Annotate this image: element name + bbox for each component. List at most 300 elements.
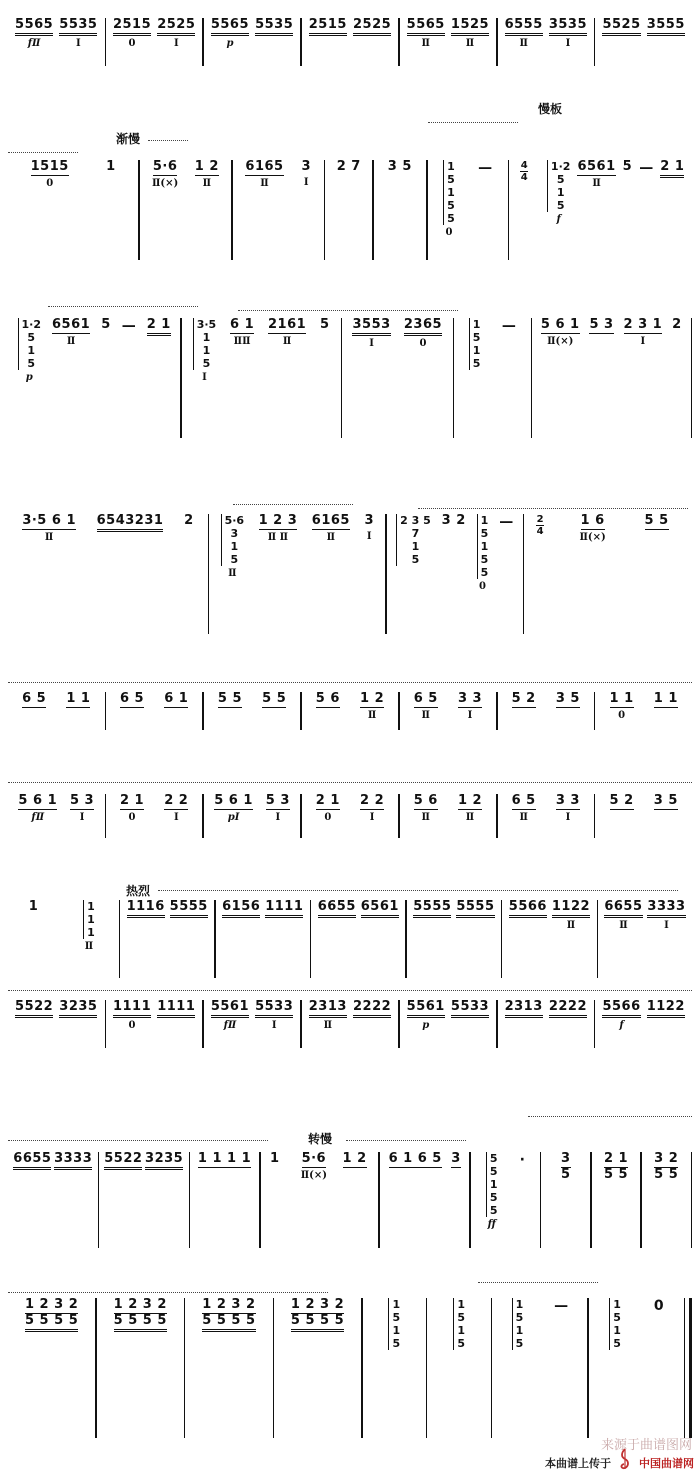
note-group xyxy=(623,160,633,175)
chord-stack xyxy=(193,318,217,370)
notes-text: 5 2 xyxy=(609,793,634,808)
note-pair xyxy=(25,1298,78,1332)
notes-text: 3 5 xyxy=(653,793,678,808)
time-signature xyxy=(520,160,528,183)
fingering-mark: Ⅱ xyxy=(282,336,292,347)
note-group xyxy=(113,1000,151,1032)
chord-note: 5 xyxy=(515,1337,524,1350)
note-group xyxy=(414,794,438,824)
meter-top: 2 xyxy=(536,514,544,525)
chord-note: 1 xyxy=(613,1298,621,1311)
notes-text: 5525 xyxy=(602,18,640,36)
note-group xyxy=(407,18,445,50)
pair-top: 1 2 3 2 xyxy=(24,1297,79,1312)
pair-bottom: 5 5 xyxy=(603,1167,629,1182)
row-6-dotline xyxy=(8,782,692,783)
notes-text: 5 xyxy=(622,159,633,174)
notes-text: 2515 xyxy=(309,18,347,36)
fingering-mark: Ⅱ xyxy=(619,920,628,931)
note-group xyxy=(458,794,482,824)
chord-note: 1 xyxy=(230,540,239,553)
note-group xyxy=(343,1152,367,1168)
tempo-extension-3 xyxy=(346,1140,466,1141)
note-group xyxy=(458,692,482,722)
note-group xyxy=(456,900,494,918)
notes-text: 3 xyxy=(451,1151,461,1166)
row-5-measures xyxy=(8,692,692,730)
chord-group xyxy=(512,1298,524,1350)
measure xyxy=(8,794,105,824)
notes-text: 6 5 xyxy=(413,691,438,706)
notes-text: 3 3 xyxy=(457,691,483,706)
chord-note: 5 xyxy=(489,1191,498,1204)
measure xyxy=(261,1152,289,1167)
pair-top: 3 xyxy=(561,1151,571,1166)
note-group xyxy=(318,900,356,918)
fingering-mark: Ⅱ xyxy=(202,178,212,189)
measure xyxy=(509,160,539,183)
barline xyxy=(372,160,373,260)
notes-text: 5 6 xyxy=(315,691,340,706)
score-row-9 xyxy=(8,1100,692,1250)
note-group xyxy=(106,160,116,175)
chord-note: 1 xyxy=(515,1298,524,1311)
notes-text: 5 6 1 xyxy=(540,317,580,332)
notes-text: 5522 xyxy=(15,1000,53,1018)
note-group xyxy=(552,900,590,932)
pair-bottom: 5 5 5 5 xyxy=(291,1314,344,1332)
note-group xyxy=(602,18,640,36)
note-group xyxy=(157,18,195,50)
notes-text: 5 6 1 xyxy=(214,793,253,808)
note-group xyxy=(647,1000,685,1018)
fingering-mark: p xyxy=(226,38,234,49)
fingering-mark: 0 xyxy=(128,38,136,49)
note-group xyxy=(145,1152,183,1170)
measure xyxy=(106,18,203,50)
measure xyxy=(400,1000,497,1032)
fingering-mark: Ⅱ xyxy=(421,812,430,823)
measure xyxy=(8,18,105,50)
chord-stack xyxy=(512,1298,524,1350)
notes-text: 6 1 xyxy=(230,317,255,332)
fingering-mark: Ⅱ(×) xyxy=(547,336,574,347)
note-group xyxy=(97,514,164,532)
measure xyxy=(498,18,595,50)
pair-bottom: 5 5 5 5 xyxy=(202,1314,255,1332)
row-1-measures xyxy=(8,18,692,66)
notes-text: 5 xyxy=(101,317,111,332)
chord-group xyxy=(477,514,489,593)
notes-text: 5 2 xyxy=(511,691,536,706)
fingering-mark: Ⅱ xyxy=(566,920,576,931)
chord-note: 5 xyxy=(202,357,211,370)
note-group xyxy=(259,514,298,544)
row-3-measures xyxy=(8,318,692,438)
chord-note: 5 xyxy=(489,1152,498,1165)
chord-stack xyxy=(18,318,42,370)
sustain-dash: — xyxy=(501,318,516,334)
notes-text: 6561 xyxy=(577,159,616,174)
chord-note: 7 xyxy=(411,527,420,540)
notes-text: 3553 xyxy=(352,318,390,336)
score-row-1 xyxy=(8,14,692,70)
note-group xyxy=(211,18,249,50)
measure xyxy=(302,1000,399,1032)
note-group xyxy=(54,1152,92,1170)
note-group xyxy=(579,514,605,544)
note-group xyxy=(59,18,97,50)
measure xyxy=(204,18,301,50)
notes-text: 2 2 xyxy=(360,793,385,808)
note-group xyxy=(512,692,536,708)
chord-stack xyxy=(547,160,571,212)
note-group xyxy=(29,900,39,915)
notes-text: 3 3 xyxy=(555,793,580,808)
notes-text: 6561 xyxy=(52,317,91,332)
note-group xyxy=(52,318,90,348)
sustain-dash: — xyxy=(554,1298,569,1314)
notes-text: 5 3 xyxy=(265,793,290,808)
notes-text: 1 1 xyxy=(66,691,91,706)
row-8-measures xyxy=(8,1000,692,1048)
notes-text: 2525 xyxy=(353,18,391,36)
chord-note: 2 3 5 xyxy=(400,514,431,527)
measure xyxy=(106,1000,203,1032)
notes-text: 5 3 xyxy=(589,317,614,332)
barline xyxy=(324,160,325,260)
row-6-measures xyxy=(8,794,692,838)
fingering-mark: Ⅰ xyxy=(467,710,473,721)
chord-note: 5 xyxy=(447,199,455,212)
chord-note: 1 xyxy=(411,540,420,553)
note-group xyxy=(18,794,57,824)
notes-text: 5533 xyxy=(451,1000,489,1018)
notes-text: 1 2 xyxy=(194,159,219,174)
fingering-mark: Ⅱ(×) xyxy=(579,532,606,543)
notes-text: 1111 xyxy=(265,900,303,918)
note-group xyxy=(352,318,390,350)
measure xyxy=(427,1298,490,1350)
notes-text: 6 5 xyxy=(22,691,47,706)
notes-text: 3·5 6 1 xyxy=(22,513,76,528)
note-group xyxy=(15,18,53,50)
row-9-measures xyxy=(8,1152,692,1248)
note-group xyxy=(654,794,678,810)
note-group xyxy=(66,692,90,708)
measure xyxy=(302,692,399,722)
note-group xyxy=(268,318,306,348)
chord-stack xyxy=(396,514,431,566)
fingering-mark: Ⅰ xyxy=(565,812,571,823)
tempo-turn-slow: 转慢 xyxy=(308,1132,333,1146)
fingering-mark: Ⅰ xyxy=(76,38,81,49)
chord-note: 1 xyxy=(472,318,481,331)
measure xyxy=(598,900,692,932)
notes-text: 6655 xyxy=(13,1152,51,1170)
fingering-mark: Ⅰ xyxy=(173,38,179,49)
time-signature xyxy=(536,514,544,537)
measure xyxy=(556,514,692,544)
chord-note: 1 xyxy=(392,1324,401,1337)
notes-text: 3235 xyxy=(145,1152,183,1170)
measure xyxy=(106,692,203,708)
measure xyxy=(8,1000,105,1018)
notes-text: 5 6 1 xyxy=(18,793,58,808)
tempo-gradually-slow: 渐慢 xyxy=(116,132,141,146)
fingering-mark: Ⅰ xyxy=(79,812,85,823)
notes-text: 5 3 xyxy=(69,793,95,808)
note-group xyxy=(624,318,663,348)
notes-text: 5561 xyxy=(407,1000,445,1018)
chord-note: 1·2 xyxy=(550,160,571,173)
notes-text: 6 1 6 5 xyxy=(388,1151,442,1166)
tempo-extension-2 xyxy=(428,122,518,123)
measure xyxy=(539,160,692,226)
fingering-mark: Ⅱ xyxy=(421,710,430,721)
note-group xyxy=(320,318,330,333)
chord-note: 5 xyxy=(489,1165,498,1178)
measure xyxy=(387,514,523,593)
note-group xyxy=(147,318,171,336)
notes-text: 3 5 xyxy=(555,691,580,706)
chord-note: 1 xyxy=(202,344,211,357)
notes-text: 3535 xyxy=(549,18,587,36)
note-group xyxy=(610,794,634,810)
notes-text: 5555 xyxy=(170,900,208,918)
measure xyxy=(400,692,497,722)
note-group xyxy=(127,900,165,918)
chord-note: 5 xyxy=(556,173,565,186)
note-group xyxy=(451,1152,461,1168)
notes-text: 6165 xyxy=(311,513,350,528)
measure xyxy=(532,318,691,348)
fingering-mark: Ⅱ xyxy=(323,1020,333,1031)
chord-group xyxy=(486,1152,498,1231)
row-4-dotline-2 xyxy=(418,508,688,509)
note-group xyxy=(353,1000,391,1018)
note-group xyxy=(218,692,242,708)
measure xyxy=(204,794,301,824)
chord-note: 1 xyxy=(457,1298,465,1311)
chord-group xyxy=(193,318,217,384)
sustain-dash: — xyxy=(478,160,493,176)
chord-note: 1 xyxy=(447,160,455,173)
chord-note: 5 xyxy=(480,527,489,540)
note-group xyxy=(301,160,311,189)
measure xyxy=(8,1152,98,1170)
notes-text: 1122 xyxy=(552,900,590,918)
barline xyxy=(691,1152,692,1248)
note-group xyxy=(413,900,451,918)
rest-note: 0 xyxy=(653,1298,664,1314)
note-group xyxy=(301,1152,327,1182)
note-group xyxy=(556,794,580,824)
row-5-dotline xyxy=(8,682,692,683)
pair-bottom: 5 5 5 5 xyxy=(25,1314,78,1332)
note-group xyxy=(113,18,151,50)
notes-text: 1 2 3 xyxy=(258,513,298,528)
notes-text: 3333 xyxy=(647,900,685,918)
notes-text: 3 5 xyxy=(387,159,412,174)
measure xyxy=(363,1298,426,1350)
measure xyxy=(498,1000,595,1018)
note-group xyxy=(505,18,543,50)
fingering-mark: ff xyxy=(487,1219,496,1230)
note-group xyxy=(222,900,260,918)
row-3-dotline-1 xyxy=(48,306,198,307)
notes-text: 2313 xyxy=(505,1000,543,1018)
chord-note: 5 xyxy=(392,1311,401,1324)
chord-group xyxy=(388,1298,400,1350)
measure xyxy=(595,794,692,810)
note-group xyxy=(230,318,254,348)
measure xyxy=(274,1298,361,1332)
chord-group xyxy=(18,318,42,384)
note-group xyxy=(645,514,669,530)
note-group xyxy=(361,900,399,918)
row-9-dotline-2 xyxy=(528,1116,692,1117)
chord-note: 1 xyxy=(87,913,95,926)
notes-text: 6 5 xyxy=(119,691,145,706)
chord-group xyxy=(83,900,95,953)
notes-text: 2515 xyxy=(113,18,151,36)
notes-text: 6655 xyxy=(318,900,356,918)
notes-text: 1 xyxy=(269,1151,280,1166)
chord-stack xyxy=(388,1298,400,1350)
row-4-dotline-1 xyxy=(233,504,353,505)
note-group xyxy=(255,18,293,36)
chord-note: 5 xyxy=(489,1204,498,1217)
chord-group xyxy=(547,160,571,226)
chord-note: 5 xyxy=(472,357,481,370)
row-2-dotline xyxy=(8,152,78,153)
fingering-mark: Ⅰ xyxy=(275,812,281,823)
chord-note: 5 xyxy=(480,553,489,566)
note-group xyxy=(184,514,194,529)
chord-note: 5 xyxy=(515,1311,524,1324)
fingering-mark: Ⅱ(×) xyxy=(300,1170,327,1181)
note-group xyxy=(22,692,46,708)
notes-text: 2365 xyxy=(404,318,442,336)
measure xyxy=(374,160,426,175)
chord-note: 1 xyxy=(87,900,95,913)
note-group xyxy=(316,794,340,824)
note-pair xyxy=(654,1152,678,1183)
measure xyxy=(428,160,508,239)
measure xyxy=(8,692,105,708)
meter-bottom: 4 xyxy=(536,526,544,537)
note-group xyxy=(152,160,178,190)
final-barline xyxy=(684,1298,692,1438)
measure xyxy=(502,900,596,932)
pair-top: 1 2 3 2 xyxy=(202,1297,256,1312)
watermark-text: 来源于曲谱图网 xyxy=(600,1438,692,1453)
fingering-mark: Ⅰ xyxy=(369,812,375,823)
score-row-7 xyxy=(8,880,692,980)
score-row-4 xyxy=(8,498,692,648)
fingering-mark: Ⅰ xyxy=(565,38,571,49)
tempo-slow: 慢板 xyxy=(538,102,563,116)
fingering-mark: 0 xyxy=(128,1020,136,1031)
chord-note: 1 xyxy=(392,1298,401,1311)
row-3-dotline-2 xyxy=(238,310,458,311)
note-group xyxy=(389,1152,442,1168)
notes-text: 1111 xyxy=(113,1000,151,1018)
barline xyxy=(691,318,692,438)
sustain-dash: — xyxy=(499,514,514,530)
note-group xyxy=(388,160,412,175)
chord-note: 1 xyxy=(480,540,489,553)
measure xyxy=(99,1152,189,1170)
note-group xyxy=(610,692,634,722)
note-group xyxy=(22,514,76,544)
measure xyxy=(592,1152,641,1183)
measure xyxy=(492,1298,587,1350)
chord-note: 1 xyxy=(489,1178,498,1191)
fingering-mark: Ⅰ xyxy=(271,1020,277,1031)
chord-group xyxy=(609,1298,621,1350)
measure xyxy=(190,1152,259,1168)
notes-text: 2 1 xyxy=(315,793,340,808)
tempo-fiery: 热烈 xyxy=(126,884,151,898)
measure xyxy=(216,900,310,918)
score-row-3 xyxy=(8,296,692,446)
chord-note: 1 xyxy=(480,514,489,527)
notes-text: 5535 xyxy=(59,18,97,36)
notes-text: 1 2 xyxy=(360,691,385,706)
notes-text: 5 5 xyxy=(262,691,287,706)
note-group xyxy=(602,1000,640,1032)
notes-text: 1 xyxy=(106,159,116,174)
note-group xyxy=(442,514,466,529)
fingering-mark: 0 xyxy=(46,178,54,189)
fingering-mark: Ⅰ xyxy=(640,336,646,347)
chord-note: 5 xyxy=(472,331,481,344)
fingering-mark: 0 xyxy=(419,338,427,349)
row-7-measures xyxy=(8,900,692,978)
notes-text: 2 3 1 xyxy=(623,317,663,332)
notes-text: 5 xyxy=(320,317,330,332)
note-group xyxy=(647,18,685,36)
notes-text: 5565 xyxy=(407,18,445,36)
note-group xyxy=(360,692,384,722)
measure xyxy=(407,900,501,918)
measure xyxy=(471,1152,540,1231)
chord-note: 1 xyxy=(472,344,481,357)
sustain-dash: — xyxy=(639,160,654,176)
sustain-dash: — xyxy=(121,318,136,334)
fingering-mark: 0 xyxy=(324,812,332,823)
footer-brand: 中国曲谱网 xyxy=(639,1457,694,1470)
notes-text: 5565 xyxy=(15,18,53,36)
measure xyxy=(8,1298,95,1332)
notes-text: 3 2 xyxy=(441,513,466,528)
note-group xyxy=(164,692,188,708)
fingering-mark: f xyxy=(619,1020,624,1031)
chord-note: 5 xyxy=(480,566,489,579)
fingering-mark: Ⅱ xyxy=(421,38,430,49)
note-group xyxy=(647,900,685,932)
measure xyxy=(204,692,301,708)
row-8-dotline xyxy=(8,990,692,991)
notes-text: 6156 xyxy=(222,900,260,918)
chord-group xyxy=(453,1298,465,1350)
notes-text: 6555 xyxy=(505,18,543,36)
notes-text: 1 6 xyxy=(580,513,605,528)
pair-bottom: 5 xyxy=(561,1167,571,1182)
measure xyxy=(140,160,231,190)
